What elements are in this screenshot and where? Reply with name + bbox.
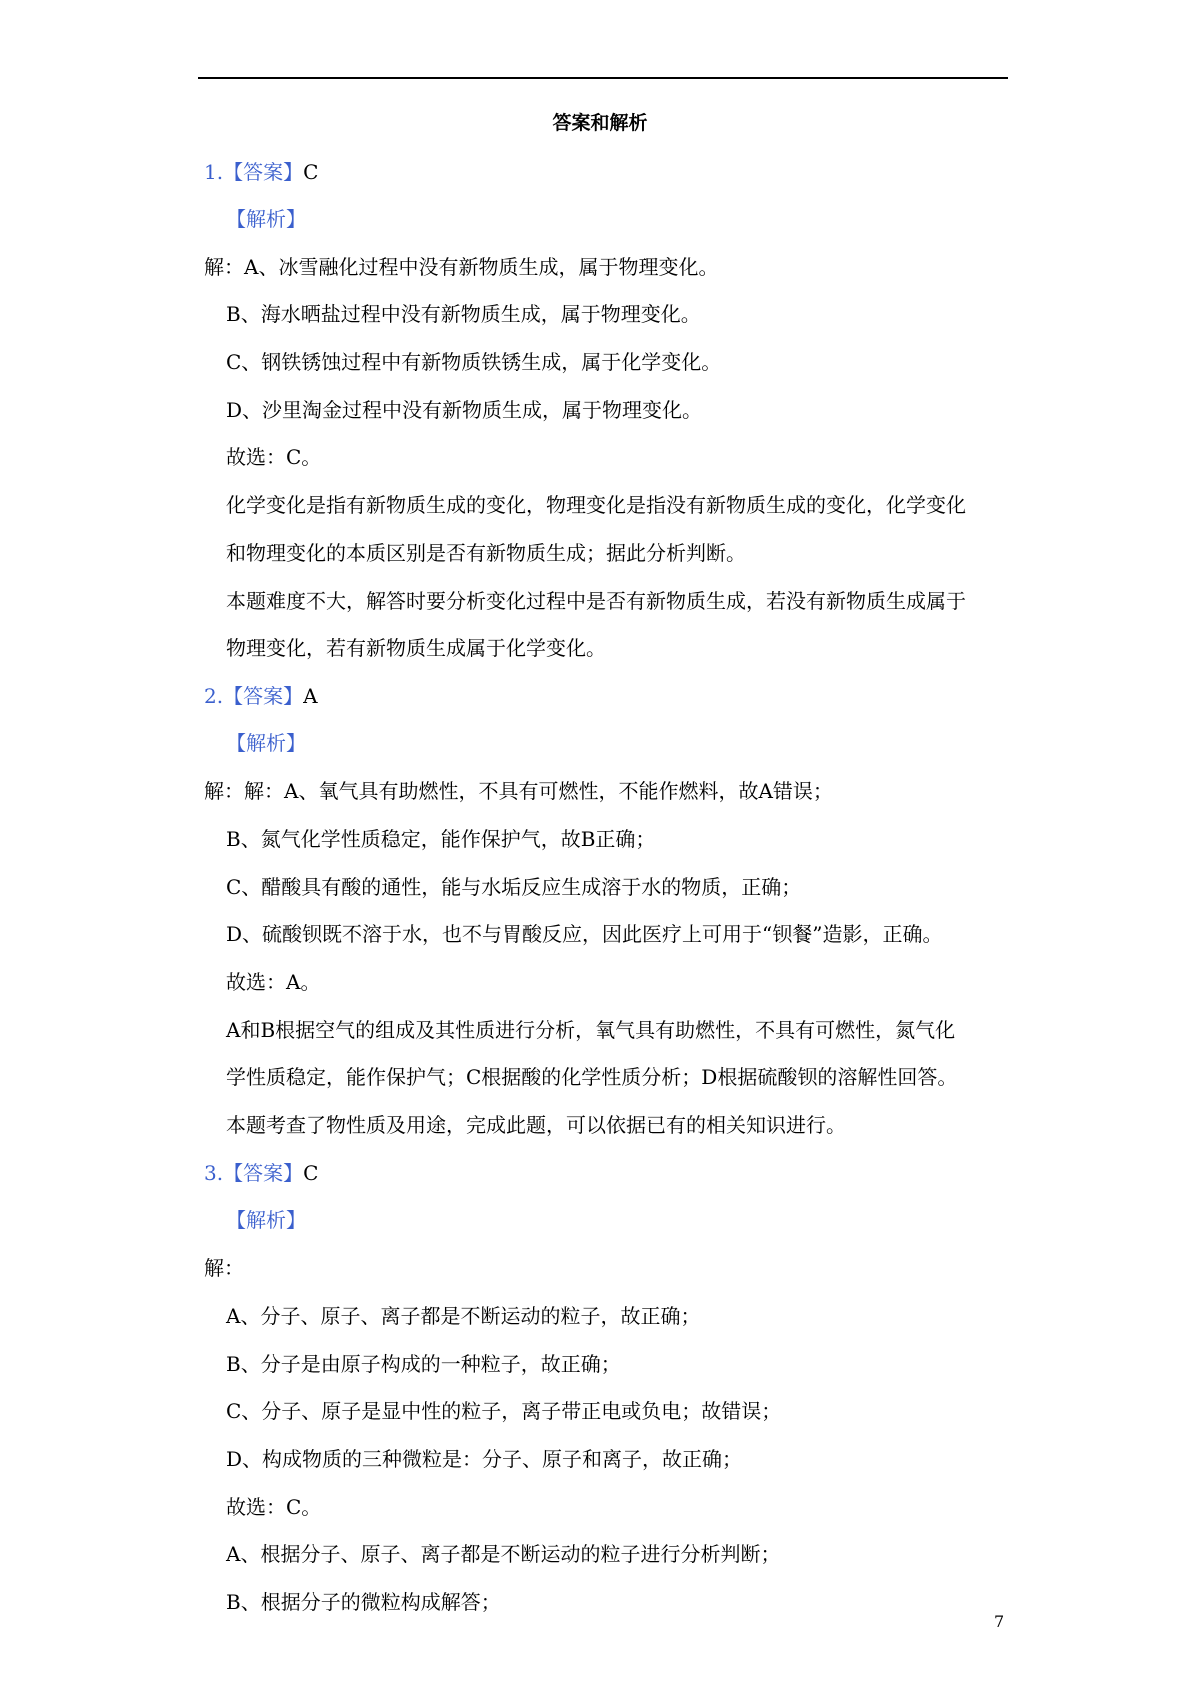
- q2-number: 2.: [204, 684, 224, 708]
- q1-answer: C: [303, 160, 319, 184]
- q1-line: 化学变化是指有新物质生成的变化，物理变化是指没有新物质生成的变化，化学变化: [226, 493, 966, 517]
- q3-line: A、分子、原子、离子都是不断运动的粒子，故正确；: [226, 1304, 701, 1328]
- q3-line: 解：: [204, 1256, 244, 1280]
- q1-line: 解：A、冰雪融化过程中没有新物质生成，属于物理变化。: [204, 255, 719, 279]
- q2-line: 解：解：A、氧气具有助燃性，不具有可燃性，不能作燃料，故A错误；: [204, 779, 833, 803]
- q1-line: D、沙里淘金过程中没有新物质生成，属于物理变化。: [226, 398, 703, 422]
- q2-answer-label: 【答案】: [223, 684, 304, 708]
- q1-line: B、海水晒盐过程中没有新物质生成，属于物理变化。: [226, 302, 701, 326]
- q3-line: B、根据分子的微粒构成解答；: [226, 1590, 501, 1614]
- q1-answer-label: 【答案】: [223, 160, 304, 184]
- q2-line: C、醋酸具有酸的通性，能与水垢反应生成溶于水的物质，正确；: [226, 875, 802, 899]
- q3-answer-label: 【答案】: [223, 1161, 304, 1185]
- q2-analysis-label: 【解析】: [226, 731, 306, 755]
- q1-answer-line: [204, 158, 318, 186]
- q1-line: 物理变化，若有新物质生成属于化学变化。: [226, 636, 606, 660]
- q1-number: 1.: [204, 160, 224, 184]
- q3-analysis-label: 【解析】: [226, 1208, 306, 1232]
- q2-line: 本题考查了物性质及用途，完成此题，可以依据已有的相关知识进行。: [226, 1113, 846, 1137]
- q2-answer-line: [204, 682, 318, 710]
- q3-line: 故选：C。: [226, 1495, 322, 1519]
- q3-answer-line: [204, 1159, 318, 1187]
- q3-line: A、根据分子、原子、离子都是不断运动的粒子进行分析判断；: [226, 1542, 781, 1566]
- q2-line: D、硫酸钡既不溶于水，也不与胃酸反应，因此医疗上可用于“钡餐”造影，正确。: [226, 922, 943, 946]
- header-rule: [198, 77, 1008, 79]
- q2-line: A和B根据空气的组成及其性质进行分析，氧气具有助燃性，不具有可燃性，氮气化: [226, 1018, 956, 1042]
- q3-line: B、分子是由原子构成的一种粒子，故正确；: [226, 1352, 621, 1376]
- q3-line: C、分子、原子是显中性的粒子，离子带正电或负电；故错误；: [226, 1399, 782, 1423]
- q2-line: 故选：A。: [226, 970, 321, 994]
- q1-analysis-label: 【解析】: [226, 207, 306, 231]
- q2-line: B、氮气化学性质稳定，能作保护气，故B正确；: [226, 827, 656, 851]
- q3-answer: C: [303, 1161, 319, 1185]
- q1-line: 故选：C。: [226, 445, 322, 469]
- page-title: 答案和解析: [552, 112, 648, 134]
- q1-line: 和物理变化的本质区别是否有新物质生成；据此分析判断。: [226, 541, 746, 565]
- q2-line: 学性质稳定，能作保护气；C根据酸的化学性质分析；D根据硫酸钡的溶解性回答。: [226, 1065, 958, 1089]
- q1-line: 本题难度不大，解答时要分析变化过程中是否有新物质生成，若没有新物质生成属于: [226, 589, 966, 613]
- q1-line: C、钢铁锈蚀过程中有新物质铁锈生成，属于化学变化。: [226, 350, 722, 374]
- q3-number: 3.: [204, 1161, 224, 1185]
- q3-line: D、构成物质的三种微粒是：分子、原子和离子，故正确；: [226, 1447, 743, 1471]
- q2-answer: A: [303, 684, 318, 708]
- page-number: 7: [994, 1612, 1005, 1631]
